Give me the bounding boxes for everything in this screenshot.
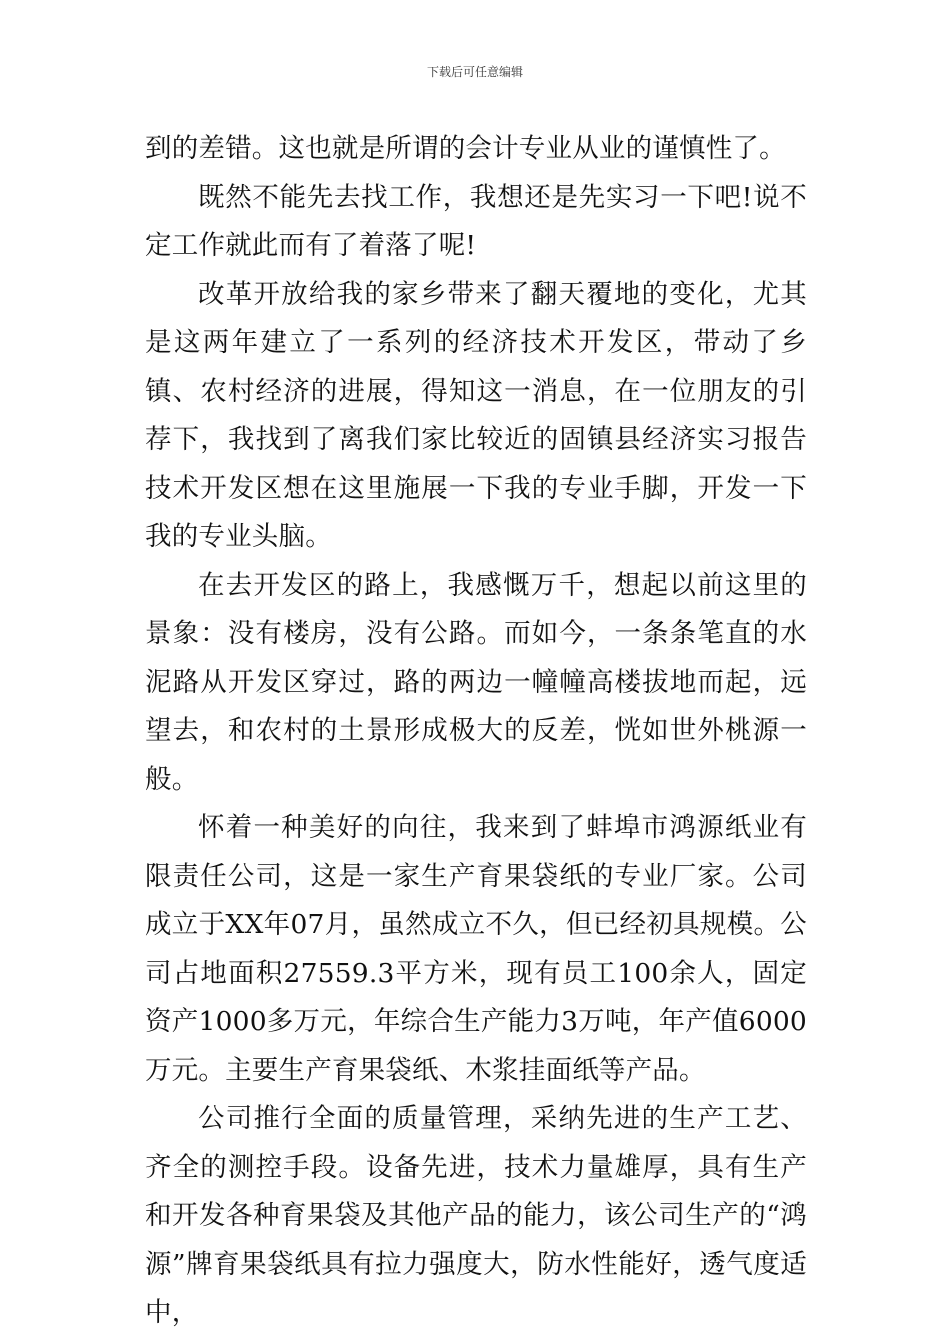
- paragraph-2: 既然不能先去找工作，我想还是先实习一下吧!说不定工作就此而有了着落了呢!: [145, 181, 807, 261]
- paragraph-5: 怀着一种美好的向往，我来到了蚌埠市鸿源纸业有限责任公司，这是一家生产育果袋纸的专业厂家。公司成立于XX年07月，虽然成立不久，但已经初具规模。公司占地面积27559.3平方米，现有员工100余人，固定资产1000多万元，年综合生产能力3万吨，年产值6000万元。主要生产育果袋纸、木浆挂面纸等产品。: [145, 812, 807, 1086]
- paragraph-4: 在去开发区的路上，我感慨万千，想起以前这里的景象：没有楼房，没有公路。而如今，一条条笔直的水泥路从开发区穿过，路的两边一幢幢高楼拔地而起，远望去，和农村的土景形成极大的反差，恍如世外桃源一般。: [145, 569, 807, 795]
- document-body: [145, 125, 807, 1338]
- paragraph-3: 改革开放给我的家乡带来了翻天覆地的变化，尤其是这两年建立了一系列的经济技术开发区，带动了乡镇、农村经济的进展，得知这一消息，在一位朋友的引荐下，我找到了离我们家比较近的固镇县经济实习报告技术开发区想在这里施展一下我的专业手脚，开发一下我的专业头脑。: [145, 278, 807, 552]
- header-note: 下载后可任意编辑: [426, 65, 523, 79]
- paragraph-6: 公司推行全面的质量管理，采纳先进的生产工艺、齐全的测控手段。设备先进，技术力量雄厚，具有生产和开发各种育果袋及其他产品的能力，该公司生产的“鸿源”牌育果袋纸具有拉力强度大，防水性能好，透气度适中，: [145, 1103, 807, 1328]
- paragraph-1: 到的差错。这也就是所谓的会计专业从业的谨慎性了。: [145, 133, 786, 164]
